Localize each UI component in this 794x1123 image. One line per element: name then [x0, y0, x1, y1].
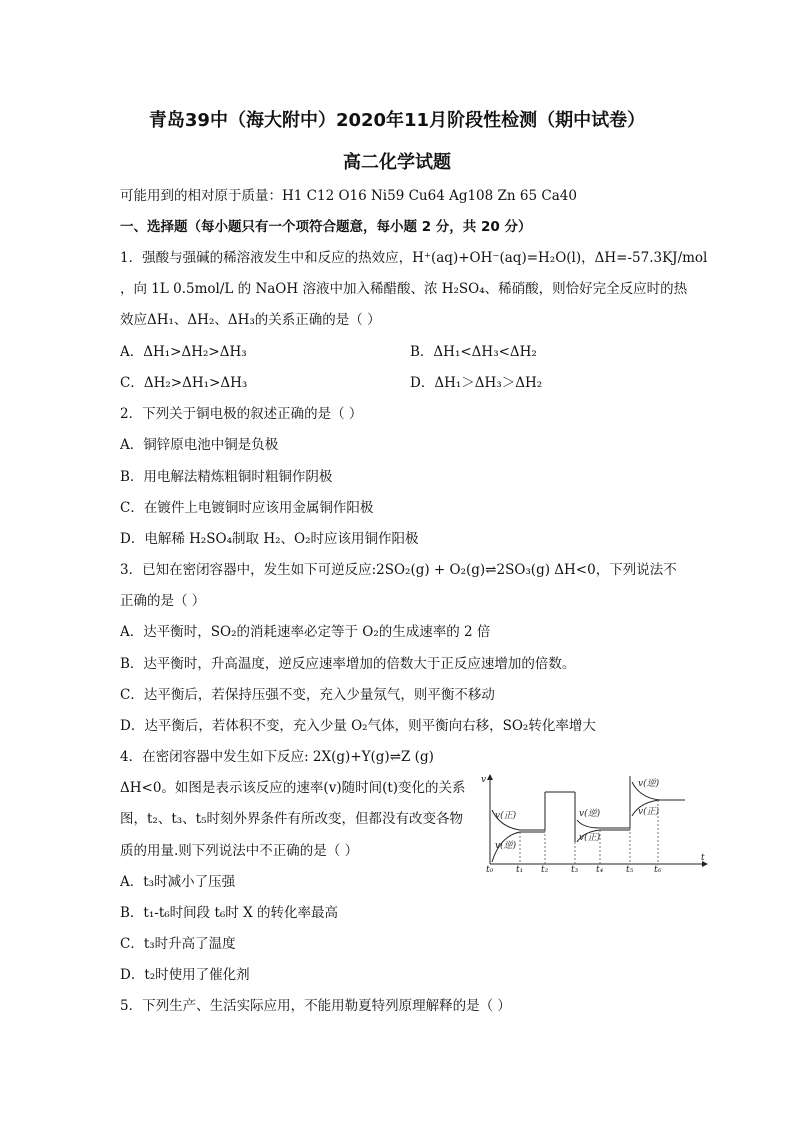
- q4-line4: 质的用量.则下列说法中不正确的是（ ）: [120, 843, 359, 859]
- atomic-masses: 可能用到的相对原于质量：H1 C12 O16 Ni59 Cu64 Ag108 Zn 65 Ca40: [120, 188, 577, 204]
- q3-option-d: D．达平衡后，若体积不变，充入少量 O₂气体，则平衡向右移，SO₂转化率增大: [120, 718, 596, 734]
- q4-option-a: A．t₃时减小了压强: [120, 874, 236, 890]
- label-v-forward-2: v(正): [579, 833, 601, 843]
- q2-option-a: A．铜锌原电池中铜是负极: [120, 437, 279, 453]
- tick-t3: t₃: [571, 865, 579, 872]
- page-subtitle: 高二化学试题: [343, 152, 451, 173]
- tick-t4: t₄: [596, 865, 604, 872]
- tick-t1: t₁: [516, 865, 524, 872]
- tick-t5: t₅: [626, 865, 634, 872]
- q4-option-b: B．t₁-t₆时间段 t₆时 X 的转化率最高: [120, 905, 338, 921]
- q1-line2: ，向 1L 0.5mol/L 的 NaOH 溶液中加入稀醋酸、浓 H₂SO₄、稀硝酸，则恰好完全反应时的热: [120, 281, 688, 297]
- rate-time-graph: [480, 772, 710, 872]
- q3-option-b: B．达平衡时，升高温度，逆反应速率增加的倍数大于正反应速增加的倍数。: [120, 656, 576, 672]
- q4-line1: 4．在密闭容器中发生如下反应: 2X(g)+Y(g)⇌Z (g): [120, 749, 434, 765]
- graph-y-label: v: [481, 775, 487, 785]
- label-v-reverse-2: v(逆): [579, 809, 601, 819]
- graph-y-arrow: [487, 774, 493, 780]
- q1-option-b: B．ΔH₁<ΔH₃<ΔH₂: [410, 344, 537, 360]
- label-v-reverse-3: v(逆): [638, 779, 660, 789]
- section1-heading: 一、选择题（每小题只有一个项符合题意，每小题 2 分，共 20 分）: [120, 219, 532, 235]
- q3-line2: 正确的是（ ）: [120, 593, 206, 609]
- q4-option-c: C．t₃时升高了温度: [120, 936, 236, 952]
- q3-option-c: C．达平衡后，若保持压强不变，充入少量氖气，则平衡不移动: [120, 687, 495, 703]
- tick-t0: t₀: [486, 865, 494, 872]
- tick-t6: t₆: [654, 865, 662, 872]
- graph-x-label: t: [701, 853, 705, 863]
- q1-option-c: C．ΔH₂>ΔH₁>ΔH₃: [120, 375, 248, 391]
- q1-option-d: D．ΔH₁＞ΔH₃＞ΔH₂: [410, 375, 543, 391]
- q3-line1: 3．已知在密闭容器中，发生如下可逆反应:2SO₂(g) + O₂(g)⇌2SO₃(g) ΔH<0，下列说法不: [120, 562, 677, 578]
- tick-t2: t₂: [541, 865, 549, 872]
- q4-option-d: D．t₂时使用了催化剂: [120, 967, 250, 983]
- q5-stem: 5．下列生产、生活实际应用，不能用勒夏特列原理解释的是（ ）: [120, 998, 511, 1014]
- q2-option-d: D．电解稀 H₂SO₄制取 H₂、O₂时应该用铜作阳极: [120, 531, 419, 547]
- q1-line1: 1．强酸与强碱的稀溶液发生中和反应的热效应，H⁺(aq)+OH⁻(aq)=H₂O(l)，ΔH=-57.3KJ/mol: [120, 250, 708, 266]
- label-v-forward-3: v(正): [638, 807, 660, 817]
- q1-option-a: A．ΔH₁>ΔH₂>ΔH₃: [120, 344, 247, 360]
- q1-line3: 效应ΔH₁、ΔH₂、ΔH₃的关系正确的是（ ）: [120, 312, 381, 328]
- q2-option-b: B．用电解法精炼粗铜时粗铜作阴极: [120, 469, 333, 485]
- q3-option-a: A．达平衡时，SO₂的消耗速率必定等于 O₂的生成速率的 2 倍: [120, 624, 491, 640]
- q4-line3: 图，t₂、t₃、t₅时刻外界条件有所改变，但都没有改变各物: [120, 811, 464, 827]
- label-v-forward-1: v(正): [495, 811, 517, 821]
- q2-option-c: C．在镀件上电镀铜时应该用金属铜作阳极: [120, 500, 374, 516]
- page-title: 青岛39中（海大附中）2020年11月阶段性检测（期中试卷）: [148, 110, 646, 131]
- q4-line2: ΔH<0。如图是表示该反应的速率(v)随时间(t)变化的关系: [120, 780, 466, 796]
- q2-stem: 2．下列关于铜电极的叙述正确的是（ ）: [120, 406, 363, 422]
- curve-reverse-2: [577, 820, 630, 828]
- label-v-reverse-1: v(逆): [495, 841, 517, 851]
